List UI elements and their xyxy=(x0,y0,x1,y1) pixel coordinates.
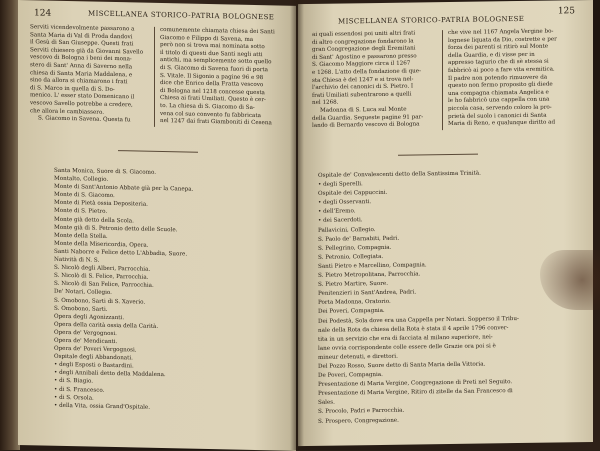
text-line: menico. L' esser stato Domenicano il xyxy=(30,92,135,101)
list-item: • di S. Orsola. xyxy=(54,394,94,402)
left-page xyxy=(18,0,296,451)
text-line: fabbricò ai poco a fare vita eremitica. xyxy=(448,66,555,74)
list-item: nale della Rota da chiesa della Rota è stata il 4 aprile 1796 conver- xyxy=(318,324,509,334)
right-column-b xyxy=(448,28,580,129)
text-line: to. La chiesa di S. Giacomo di Sa- xyxy=(160,102,255,111)
text-line: della Guardia, e di visse per in xyxy=(448,51,535,59)
list-item: S. Nicolò di San Felice, Parrocchia. xyxy=(54,281,154,290)
list-item: Monte di S. Giacomo. xyxy=(54,192,115,200)
text-line: vescovo Savello potrebbe a credere, xyxy=(30,100,133,109)
list-item: Ospitale de' Convalescenti detto della Santissima Trinità. xyxy=(318,170,481,179)
text-line: piccola casa, servendo coloro la pro- xyxy=(448,104,552,112)
text-line: Chiesa ai frati Umiliati. Questo è cer- xyxy=(160,95,266,104)
list-item: lane ovvia corrispondente colle essere delle Grazie ora poi si è xyxy=(318,343,496,352)
list-item: S. Nicolò degli Alberi, Parrocchia. xyxy=(54,264,151,273)
text-line: e 1268. L'atto della fondazione di que- xyxy=(312,68,421,76)
list-item: Monte della Misericordia, Opera. xyxy=(54,240,149,249)
left-running-header: MISCELLANEA STORICO-PATRIA BOLOGNESE xyxy=(88,9,275,22)
list-item: Monte già di S. Petronio detto delle Scuole. xyxy=(54,224,178,233)
right-page-number: 125 xyxy=(557,6,575,17)
text-line: nel 1268. xyxy=(312,99,339,107)
list-item: • degli Osservanti. xyxy=(318,199,372,207)
list-item: S. Procolo, Padri e Parrocchia. xyxy=(318,408,405,416)
column-divider xyxy=(442,30,443,130)
list-item: • di S. Biagio. xyxy=(54,378,94,386)
list-item: S. Paolo de' Barnabiti, Padri. xyxy=(318,235,400,243)
list-item: S. Nicolò di S. Felice, Parrocchia. xyxy=(54,272,149,281)
text-line: chiesa di Santa Maria Maddalena, e xyxy=(30,69,133,78)
list-item: Monte di Pietà ossia Depositeria. xyxy=(54,200,148,209)
list-item: • dell'Eremo. xyxy=(318,208,356,216)
list-item: Ospitale dei Cappuccini. xyxy=(318,190,388,198)
text-line: di altro congregazione fondarono la xyxy=(312,38,414,46)
list-item: Monte di S. Pietro. xyxy=(54,208,108,216)
text-line: ai quali essendosi poi uniti altri frati xyxy=(312,30,416,38)
text-line: Maria di Reno, e qualunque diritto ad xyxy=(448,119,556,128)
text-line: che allora le cambiassero. xyxy=(30,107,105,116)
text-line: di S. Giacomo di Savena fuori di porta xyxy=(160,64,269,74)
text-line: il Gesù di San Giuseppe. Questi frati xyxy=(30,39,134,48)
text-line: frati Umiliati subentrarono a quelli xyxy=(312,91,412,99)
list-item: • di S. Francesco. xyxy=(54,386,105,394)
list-item: Presentazione di Maria Vergine, Congregazione di Preti nel Seguito. xyxy=(318,379,513,388)
text-line: una compagna chiamata Angelica e xyxy=(448,89,549,97)
list-item: S. Omobono, Sarti. xyxy=(54,305,108,313)
list-item: S. Pietro Martire, Suore. xyxy=(318,280,388,288)
list-item: S. Pellegrino, Compagnia. xyxy=(318,244,392,252)
list-item: Opera de' Mendicanti. xyxy=(54,337,118,346)
text-line: Serviti chiesero già da Giovanni Savello xyxy=(30,47,144,56)
list-item: Penitenzieri in Sant'Andrea, Padri. xyxy=(318,289,417,298)
list-item: Opera de' Vergognosi. xyxy=(54,329,117,337)
text-line: il titolo di questi due Santi negli atti xyxy=(160,49,263,58)
text-line: sta Chiesa è del 1247 e si trova nel- xyxy=(312,76,414,84)
text-line: di Bologna nel 1218 concesse questa xyxy=(160,87,265,96)
text-line: Santa Maria di Val di Proda dandovi xyxy=(30,31,133,40)
list-item: S. Omobono, Sarti di S. Xaverio. xyxy=(54,297,146,306)
text-line: lognese liquata da Dio, costrette e per xyxy=(448,36,557,44)
list-item: Monte di Sant'Antonio Abbate già per la Canepa. xyxy=(54,183,194,193)
list-item: Monte della Stella. xyxy=(54,232,108,240)
right-running-header: MISCELLANEA STORICO-PATRIA BOLOGNESE xyxy=(338,14,525,26)
list-item: De' Notari, Collegio. xyxy=(54,289,112,297)
text-line: S. Giacomo in Savena. Questa fu xyxy=(38,115,131,124)
list-item: Sales. xyxy=(318,399,335,407)
text-line: dice che Enrico della Fratta vescovo xyxy=(160,80,264,89)
left-column-b xyxy=(160,27,286,128)
text-line: l'archivio dei canonici di S. Pietro. I xyxy=(312,83,414,92)
column-divider xyxy=(154,27,155,127)
left-page-number: 124 xyxy=(34,8,52,19)
book-page-edges xyxy=(0,0,20,450)
text-line: stero di Sant' Anna di Saverno nella xyxy=(30,62,133,71)
list-item: Ospitale degli Abbandonati. xyxy=(54,353,133,362)
text-line: Il padre non potendo rimuovere da xyxy=(448,74,548,82)
list-item: Porta Madonna, Oratorio. xyxy=(318,299,391,307)
text-line: questo non fermo proposito gli diede xyxy=(448,81,553,90)
list-item: • della Vita, ossia Grand'Ospitale. xyxy=(54,402,151,411)
list-item: Opera de' Poveri Vergognosi. xyxy=(54,345,137,354)
list-item: Montalto, Collegio. xyxy=(54,175,109,183)
left-index-list xyxy=(54,167,284,415)
list-item: S. Pietro Metropolitana, Parrocchia. xyxy=(318,271,421,279)
list-item: S. Prospero, Congregazione. xyxy=(318,417,399,425)
list-item: Dei Poveri, Compagnia. xyxy=(318,308,385,316)
text-line: della Guardia. Segueste pagine 91 par- xyxy=(312,113,424,122)
list-item: S. Petronio, Collegiata. xyxy=(318,253,384,261)
list-item: Dei Podestà, Sola dove era una Cappella per Notari. Sopperso il Tribu- xyxy=(318,315,519,325)
text-line: di Sant' Agostino e passarono presso xyxy=(312,53,417,61)
list-item: • degli Annibali detto della Maddalena. xyxy=(54,370,166,379)
text-line: S. Vitale. Il Sigonio a pagine 96 e 98 xyxy=(160,72,264,81)
right-index-list xyxy=(318,168,588,426)
list-item: Natività di N. S. xyxy=(54,256,100,264)
list-item: Monte già detto della Scola. xyxy=(54,216,134,224)
list-item: Pallavicini, Collegio. xyxy=(318,226,376,234)
text-line: comunemente chiamata chiesa dei Santi xyxy=(160,26,275,36)
text-line: appresso tagurio che di sè stessa si xyxy=(448,58,549,67)
text-line: Madonna di S. Luca sul Monte xyxy=(320,106,407,114)
text-line: vena col suo convento fu fabbricata xyxy=(160,110,261,119)
section-rule xyxy=(118,150,198,153)
list-item: Opera della carità ossia della Carità. xyxy=(54,321,159,330)
book-gutter-shadow xyxy=(290,0,304,450)
list-item: tita in un servizio che era di facciata al milano superiore, nei- xyxy=(318,334,493,343)
list-item: De Poveri, Compagnia. xyxy=(318,371,383,379)
text-line: però non si trova mai nominata sotto xyxy=(160,42,265,51)
text-line: di S. Marco in quella di S. Do- xyxy=(30,85,115,93)
text-line: vescovo di Bologna i beni dei mona- xyxy=(30,54,132,63)
text-line: le ho fabbricò una cappella con una xyxy=(448,96,550,105)
list-item: Presentazione di Maria Vergine, Ritiro di zitelle da San Francesco di xyxy=(318,388,513,398)
right-page xyxy=(298,0,593,446)
section-rule xyxy=(398,154,478,156)
list-item: mineur detenuti, e direttori. xyxy=(318,353,398,361)
left-column-a xyxy=(30,24,150,125)
text-line: che vive nel 1167 Angela Vergine bo- xyxy=(448,28,554,37)
list-item: • dei Sacerdoti. xyxy=(318,217,363,225)
text-line: sino da allora si chiamarono i frati xyxy=(30,77,128,86)
list-item: Santi Pietro e Marcellino, Compagnia. xyxy=(318,262,427,270)
list-item: Opera degli Agonizzanti. xyxy=(54,313,125,321)
list-item: • degli Esposti o Bastardini. xyxy=(54,362,134,370)
text-line: Serviti vicendevolmente passarono a xyxy=(30,24,135,33)
text-line: gran Congregazione degli Eremitani xyxy=(312,45,416,54)
list-item: • degli Sperelli. xyxy=(318,181,363,188)
text-line: antichi, ma semplicemente sotto quello xyxy=(160,57,272,66)
text-line: nel 1247 dai frati Giamboniti di Cesena xyxy=(160,118,272,127)
list-item: Santa Monica, Suore di S. Giacomo. xyxy=(54,167,156,176)
text-line: prietà del suolo i canonici di Santa xyxy=(448,112,547,120)
list-item: Del Pozzo Rosso, Suore detto di Santa Maria della Vittoria. xyxy=(318,361,486,370)
right-column-a xyxy=(312,30,436,130)
text-line: lando di Bernardo vescovo di Bologna xyxy=(312,121,420,130)
text-line: Giacomo e Filippo di Savena, ma xyxy=(160,34,254,43)
text-line: S. Giacomo Maggiore circa il 1267 xyxy=(312,60,411,69)
text-line: forza dei parenti si ritirò sul Monte xyxy=(448,43,549,52)
list-item: Santi Naborre e Felice detto L'Abbadia, Suore. xyxy=(54,248,188,258)
